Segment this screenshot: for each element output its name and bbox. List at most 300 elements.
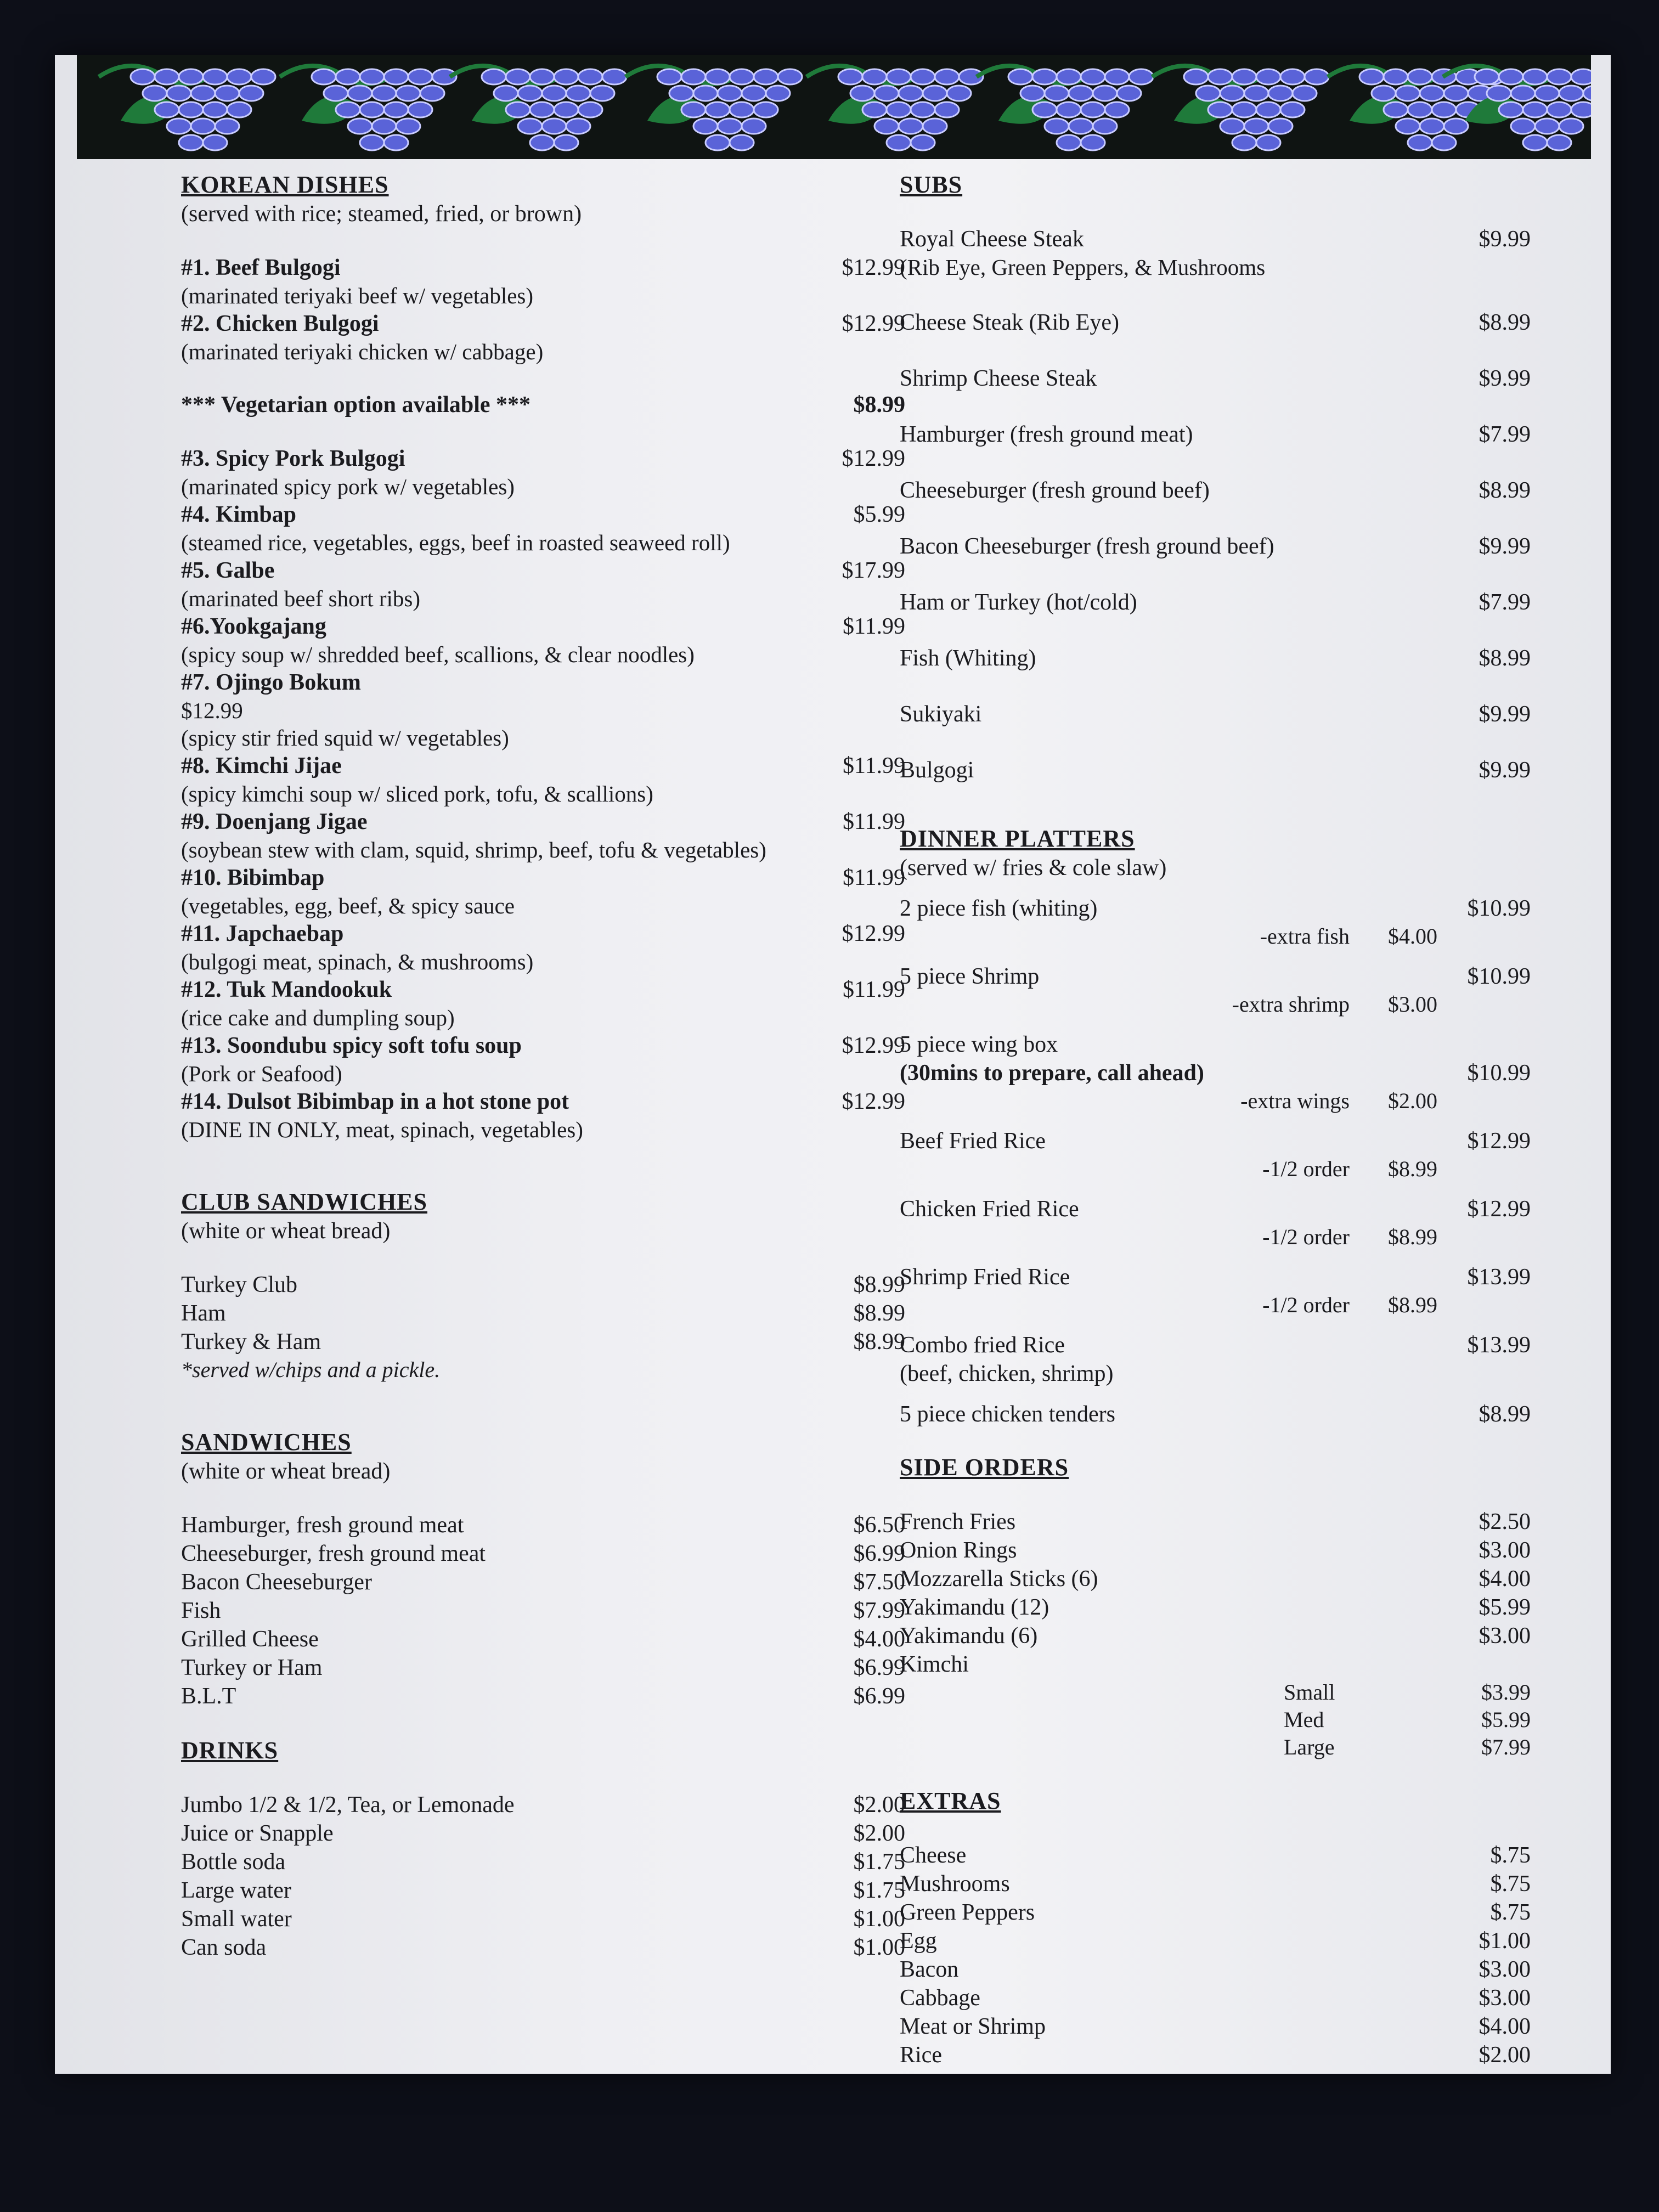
sub-row [900,225,1531,253]
grape [1535,119,1559,134]
grape [1359,69,1384,84]
platter-extra-price: $8.99 [1388,1293,1437,1317]
section-title-korean: KOREAN DISHES [181,171,389,198]
platter-name: Chicken Fried Rice [900,1197,1079,1222]
menu-item-price: $11.99 [843,614,905,639]
price-row [900,1955,1531,1984]
platter-price: $13.99 [1467,1333,1531,1358]
grape [348,86,372,101]
grape [312,69,336,84]
extras-list [900,1841,1531,2069]
item-price: $4.00 [1479,2014,1531,2039]
grape [693,119,718,134]
item-name: Yakimandu (6) [900,1623,1038,1649]
grape [1232,135,1256,150]
grape [227,69,251,84]
sub-price: $7.99 [1479,422,1531,447]
item-price: $6.99 [853,1541,905,1566]
grape [1511,119,1535,134]
item-name: Grilled Cheese [181,1627,319,1652]
grape [911,69,935,84]
grape [1256,135,1280,150]
grape [215,86,239,101]
subs-list [900,225,1531,812]
platter-name: 5 piece wing box [900,1032,1058,1057]
platter-extra-row [900,1087,1531,1115]
sub-price: $8.99 [1479,646,1531,671]
grape [1559,119,1583,134]
price-row [181,1328,905,1356]
grape [742,119,766,134]
grape [143,86,167,101]
menu-item-head [181,556,905,585]
item-price: $6.99 [853,1684,905,1709]
grape [1305,69,1329,84]
grape [1408,102,1432,117]
platter-row [900,1400,1531,1429]
item-name: Small water [181,1906,292,1932]
grape [360,135,384,150]
item-name: French Fries [900,1509,1016,1534]
item-name: Mushrooms [900,1871,1010,1897]
price-row [181,1511,905,1539]
grape [384,135,408,150]
section-title-drinks: DRINKS [181,1737,279,1764]
item-name: Bottle soda [181,1849,286,1875]
grape [1571,69,1591,84]
grape [706,135,730,150]
grape [899,86,923,101]
item-price: $7.50 [853,1570,905,1595]
item-name: Rice [900,2042,942,2068]
menu-item-name: #5. Galbe [181,558,275,583]
platter-name: 2 piece fish (whiting) [900,896,1098,921]
grape [718,119,742,134]
grape [578,102,602,117]
grape [506,69,530,84]
grape [862,69,887,84]
grape [1105,102,1129,117]
item-name: Hamburger, fresh ground meat [181,1513,464,1538]
platter-price: $10.99 [1467,964,1531,989]
platter-row [900,962,1531,991]
item-name: Bacon [900,1957,959,1982]
menu-item [181,500,905,556]
grape [1081,102,1105,117]
grape [1559,86,1583,101]
grape [1268,119,1293,134]
grape [1547,102,1571,117]
price-row [900,1536,1531,1565]
item-name: Cheese [900,1843,967,1868]
price-row [900,1898,1531,1927]
grape [203,102,227,117]
grape [1268,86,1293,101]
menu-item-name: #6.Yookgajang [181,614,326,639]
grape [167,86,191,101]
section-title-extras: EXTRAS [900,1787,1001,1814]
menu-item-head [181,919,905,948]
sub-price: $9.99 [1479,227,1531,252]
grape [179,69,203,84]
menu-item-price: $11.99 [843,809,905,834]
item-name: Meat or Shrimp [900,2014,1046,2039]
grape [155,69,179,84]
section-note-sandwiches: (white or wheat bread) [181,1459,391,1484]
grape [215,119,239,134]
grape [681,102,706,117]
grape [542,86,566,101]
kimchi-size-row [900,1679,1531,1706]
grape [911,135,935,150]
grape [923,86,947,101]
section-note-club: (white or wheat bread) [181,1218,391,1244]
item-price: $2.00 [853,1792,905,1818]
grape [1444,86,1468,101]
grape [131,69,155,84]
sub-price: $9.99 [1479,534,1531,559]
kimchi-row: Kimchi [900,1652,969,1677]
sub-name: Bacon Cheeseburger (fresh ground beef) [900,534,1274,559]
platter-name: 5 piece chicken tenders [900,1402,1115,1427]
platter-name: Shrimp Fried Rice [900,1265,1070,1290]
grape [155,102,179,117]
item-name: Turkey Club [181,1272,297,1297]
grape [911,102,935,117]
menu-item-price: $12.99 [842,1033,905,1058]
section-title-sandwiches: SANDWICHES [181,1429,352,1455]
grape [203,135,227,150]
price-row [900,2041,1531,2069]
platter-name: Beef Fried Rice [900,1128,1046,1154]
sub-name: Royal Cheese Steak [900,227,1084,252]
grape [730,69,754,84]
platter-extra-row [900,1155,1531,1183]
sub-desc: (Rib Eye, Green Peppers, & Mushrooms [900,255,1266,280]
grape [566,86,590,101]
price-row [181,1876,905,1905]
grape [874,119,899,134]
item-price: $2.00 [1479,2042,1531,2068]
menu-item-name: #10. Bibimbap [181,865,325,890]
grape [1547,135,1571,150]
grape [1117,86,1141,101]
price-row [181,1654,905,1682]
grape [1220,119,1244,134]
grape [730,135,754,150]
price-row [181,1933,905,1962]
grape [360,102,384,117]
item-price: $3.00 [1479,1623,1531,1649]
grape [179,135,203,150]
grape [706,69,730,84]
item-name: Cabbage [900,1985,980,2011]
grape [336,102,360,117]
grape [530,102,554,117]
platter-extra-label: -extra shrimp [1232,992,1350,1017]
price-row [181,1791,905,1819]
item-name: Bacon Cheeseburger [181,1570,372,1595]
menu-item-desc: $12.99 [181,698,243,723]
item-name: Egg [900,1928,937,1954]
menu-item-price: $11.99 [843,977,905,1002]
kimchi-price: $3.99 [1481,1680,1531,1705]
grape [1232,102,1256,117]
item-price: $4.00 [1479,1566,1531,1592]
sub-name: Hamburger (fresh ground meat) [900,422,1193,447]
grape [657,69,681,84]
sub-name: Cheeseburger (fresh ground beef) [900,478,1210,503]
kimchi-price: $5.99 [1481,1707,1531,1732]
grape [1280,69,1305,84]
price-row [181,1539,905,1568]
sub-row [900,420,1531,449]
platter-row [900,1127,1531,1155]
item-price: $8.99 [853,1272,905,1297]
grape [935,102,959,117]
grape [1432,135,1456,150]
grape [1396,86,1420,101]
menu-item-name: #3. Spicy Pork Bulgogi [181,446,405,471]
grape [408,69,432,84]
sub-name: Bulgogi [900,758,974,783]
item-name: Fish [181,1598,221,1623]
item-price: $1.00 [853,1906,905,1932]
grape [1499,102,1523,117]
sub-price: $7.99 [1479,590,1531,615]
grape [1045,86,1069,101]
grape [923,119,947,134]
menu-item-desc: (marinated spicy pork w/ vegetables) [181,474,515,499]
grape [1444,119,1468,134]
grape [1535,86,1559,101]
price-row [181,1625,905,1654]
menu-item-head [181,612,905,641]
menu-item-name: #7. Ojingo Bokum [181,670,361,695]
grape [1244,86,1268,101]
grape [862,102,887,117]
price-row [900,1984,1531,2012]
menu-item [181,808,905,864]
grape [227,102,251,117]
menu-item-head [181,253,905,282]
menu-item-head [181,1087,905,1116]
grape [1280,102,1305,117]
platter-row [900,894,1531,923]
grape [1032,69,1057,84]
grape [348,119,372,134]
item-price: $1.00 [853,1935,905,1960]
sub-price: $9.99 [1479,702,1531,727]
platter-row [900,1030,1531,1059]
price-row [900,1622,1531,1650]
menu-item-desc: (steamed rice, vegetables, eggs, beef in roasted seaweed roll) [181,530,730,555]
grape [482,69,506,84]
platter-desc: (beef, chicken, shrimp) [900,1361,1114,1386]
price-row [181,1905,905,1933]
platter-extra-price: $4.00 [1388,924,1437,949]
menu-item-desc: (marinated beef short ribs) [181,586,421,611]
grape [408,102,432,117]
grape [1069,86,1093,101]
grape [396,119,420,134]
menu-item [181,1031,905,1087]
item-name: Can soda [181,1935,267,1960]
grape [384,69,408,84]
veg-price: $8.99 [853,392,905,417]
grape [899,119,923,134]
menu-item-head [181,500,905,529]
club-list [181,1271,905,1356]
grape [1081,69,1105,84]
platter-extra-label: -extra fish [1260,924,1350,949]
grape [554,135,578,150]
item-price: $8.99 [853,1329,905,1355]
menu-item-head [181,444,905,473]
item-price: $3.00 [1479,1985,1531,2011]
platter-price: $8.99 [1479,1402,1531,1427]
section-note-korean: (served with rice; steamed, fried, or brown) [181,201,582,227]
platter-desc-price: $10.99 [1467,1060,1531,1086]
grape [1372,86,1396,101]
menu-item-desc: (marinated teriyaki beef w/ vegetables) [181,283,534,308]
item-price: $4.00 [853,1627,905,1652]
grape [554,69,578,84]
menu-item-price [823,668,905,697]
platter-desc-row [900,1359,1531,1388]
grape [494,86,518,101]
grape [602,69,627,84]
menu-item-desc: (rice cake and dumpling soup) [181,1005,455,1030]
menu-item-head [181,1031,905,1060]
menu-item-name: #11. Japchaebap [181,921,344,946]
grape [167,119,191,134]
menu-item-desc: (soybean stew with clam, squid, shrimp, beef, tofu & vegetables) [181,837,766,862]
grape [372,86,396,101]
menu-item [181,975,905,1031]
grape [578,69,602,84]
grape [1220,86,1244,101]
menu-item [181,752,905,808]
grape [554,102,578,117]
grape [754,69,778,84]
item-name: Juice or Snapple [181,1821,334,1846]
section-title-club: CLUB SANDWICHES [181,1188,427,1215]
item-price: $8.99 [853,1301,905,1326]
price-row [900,2012,1531,2041]
menu-item-desc: (bulgogi meat, spinach, & mushrooms) [181,949,534,974]
grape [191,86,215,101]
item-price: $.75 [1490,1900,1531,1925]
item-name: Cheeseburger, fresh ground meat [181,1541,486,1566]
grape [203,69,227,84]
grape [1571,102,1591,117]
grape [1432,102,1456,117]
kimchi-size: Small [1284,1680,1335,1705]
price-row [181,1568,905,1596]
grape [1293,86,1317,101]
grape [1208,69,1232,84]
menu-item-head [181,668,905,697]
menu-item-desc: (vegetables, egg, beef, & spicy sauce [181,893,515,918]
price-row [900,1841,1531,1870]
item-name: Ham [181,1301,226,1326]
item-name: Large water [181,1878,291,1903]
menu-item [181,444,905,500]
grape [1523,69,1547,84]
item-name: B.L.T [181,1684,236,1709]
grape [887,135,911,150]
grape [506,102,530,117]
grape [718,86,742,101]
section-title-subs: SUBS [900,171,963,198]
grape [947,86,971,101]
grape [1208,102,1232,117]
menu-item-price: $12.99 [842,1089,905,1114]
section-note-platters: (served w/ fries & cole slaw) [900,855,1167,881]
kimchi-size: Large [1284,1735,1335,1759]
sub-row [900,644,1531,673]
sub-name: Shrimp Cheese Steak [900,366,1097,391]
sub-price: $8.99 [1479,478,1531,503]
sub-name: Fish (Whiting) [900,646,1036,671]
grape [1069,119,1093,134]
kimchi-size: Med [1284,1707,1324,1732]
price-row [900,1508,1531,1536]
platter-price: $13.99 [1467,1265,1531,1290]
grape [1232,69,1256,84]
platter-extra-label: -1/2 order [1262,1156,1350,1181]
sub-row [900,476,1531,505]
drinks-list [181,1791,905,1962]
sub-name: Sukiyaki [900,702,982,727]
grape [850,86,874,101]
platter-desc-row [900,1059,1531,1087]
price-row [181,1271,905,1299]
grape [1499,69,1523,84]
grape [1523,135,1547,150]
price-row [900,1927,1531,1955]
item-name: Turkey & Ham [181,1329,321,1355]
item-price: $3.00 [1479,1957,1531,1982]
sub-row [900,588,1531,617]
kimchi-size-row [900,1734,1531,1761]
grape [1523,102,1547,117]
menu-item-head [181,752,905,780]
grape [1396,119,1420,134]
grape [778,69,802,84]
grape [730,102,754,117]
grape [874,86,899,101]
platter-extra-label: -1/2 order [1262,1293,1350,1317]
grape [336,69,360,84]
grape [251,69,275,84]
item-price: $1.75 [853,1878,905,1903]
item-price: $2.00 [853,1821,905,1846]
grape [396,86,420,101]
grape [239,86,263,101]
platter-extra-label: -extra wings [1240,1088,1350,1113]
menu-item [181,253,905,309]
grape [1105,69,1129,84]
sub-price: $8.99 [1479,310,1531,335]
price-row [181,1682,905,1711]
platter-name: Combo fried Rice [900,1333,1065,1358]
grape [693,86,718,101]
grape [887,69,911,84]
platter-price: $12.99 [1467,1128,1531,1154]
menu-item-desc: (DINE IN ONLY, meat, spinach, vegetables) [181,1117,583,1142]
